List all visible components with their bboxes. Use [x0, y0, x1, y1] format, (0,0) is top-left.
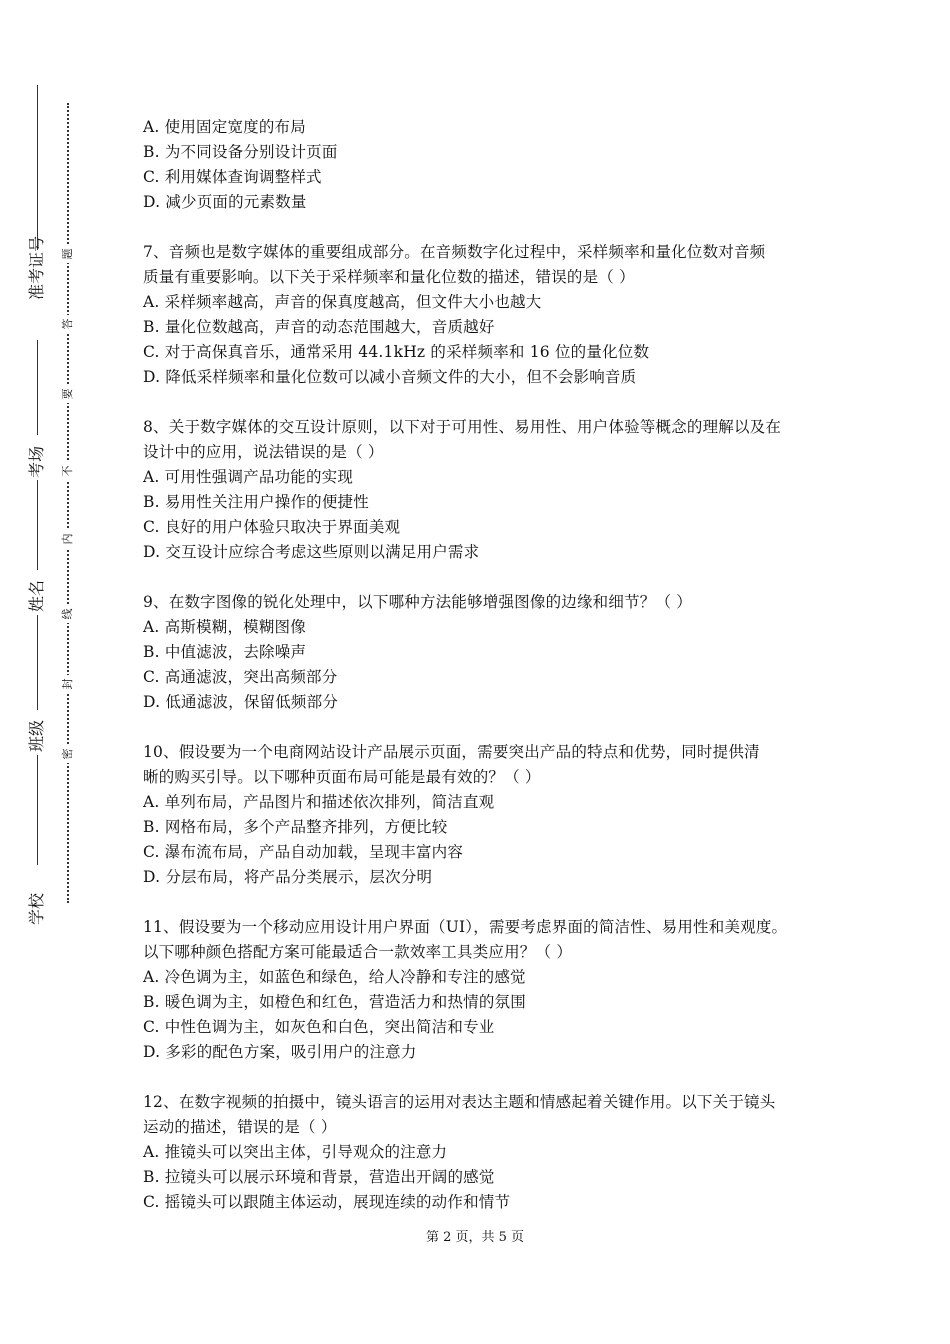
option-c: C. 摇镜头可以跟随主体运动，展现连续的动作和情节 [143, 1193, 511, 1211]
label-exam-number: 准考证号 [27, 235, 46, 300]
option-a: A. 可用性强调产品功能的实现 [143, 468, 354, 486]
option-c: C. 良好的用户体验只取决于界面美观 [143, 518, 401, 536]
question-stem: 11、假设要为一个移动应用设计用户界面（UI），需要考虑界面的简洁性、易用性和美观度。 [143, 918, 788, 936]
question-stem: 10、假设要为一个电商网站设计产品展示页面，需要突出产品的特点和优势，同时提供清 [143, 743, 760, 761]
question-content [143, 115, 833, 1215]
question-stem: 以下哪种颜色搭配方案可能最适合一款效率工具类应用？（ ） [143, 943, 573, 961]
binding-strip [0, 0, 90, 1344]
option-b: B. 易用性关注用户操作的便捷性 [143, 493, 369, 511]
seal-char: 要 [59, 385, 77, 403]
option-a: A. 高斯模糊，模糊图像 [143, 618, 306, 636]
option-b: B. 为不同设备分别设计页面 [143, 143, 338, 161]
info-underline [37, 340, 38, 435]
info-underline [37, 480, 38, 570]
option-a: A. 使用固定宽度的布局 [143, 118, 306, 136]
question-stem: 8、关于数字媒体的交互设计原则，以下对于可用性、易用性、用户体验等概念的理解以及在 [143, 418, 782, 436]
option-b: B. 网格布局，多个产品整齐排列，方便比较 [143, 818, 448, 836]
info-underline [37, 85, 38, 250]
question-stem: 7、音频也是数字媒体的重要组成部分。在音频数字化过程中，采样频率和量化位数对音频 [143, 243, 766, 261]
option-c: C. 利用媒体查询调整样式 [143, 168, 322, 186]
question-7 [143, 240, 833, 390]
option-b: B. 拉镜头可以展示环境和背景，营造出开阔的感觉 [143, 1168, 495, 1186]
seal-char: 内 [59, 530, 77, 548]
option-c: C. 瀑布流布局，产品自动加载，呈现丰富内容 [143, 843, 464, 861]
info-underline [37, 755, 38, 865]
seal-char: 题 [59, 245, 77, 263]
option-d: D. 低通滤波，保留低频部分 [143, 693, 339, 711]
question-options-continued [143, 115, 833, 215]
option-c: C. 中性色调为主，如灰色和白色，突出简洁和专业 [143, 1018, 495, 1036]
seal-char: 不 [59, 462, 77, 480]
page-number-footer: 第 2 页，共 5 页 [425, 1230, 525, 1245]
seal-char: 答 [59, 315, 77, 333]
question-8 [143, 415, 833, 565]
option-a: A. 冷色调为主，如蓝色和绿色，给人冷静和专注的感觉 [143, 968, 526, 986]
question-stem: 设计中的应用，说法错误的是（ ） [143, 443, 384, 461]
question-stem: 晰的购买引导。以下哪种页面布局可能是最有效的？（ ） [143, 768, 541, 786]
question-stem: 9、在数字图像的锐化处理中，以下哪种方法能够增强图像的边缘和细节？（ ） [143, 593, 692, 611]
option-c: C. 对于高保真音乐，通常采用 44.1kHz 的采样频率和 16 位的量化位数 [143, 343, 650, 361]
option-d: D. 分层布局，将产品分类展示，层次分明 [143, 868, 433, 886]
option-d: D. 多彩的配色方案，吸引用户的注意力 [143, 1043, 417, 1061]
question-10 [143, 740, 833, 890]
option-b: B. 中值滤波，去除噪声 [143, 643, 307, 661]
option-d: D. 降低采样频率和量化位数可以减小音频文件的大小，但不会影响音质 [143, 368, 637, 386]
question-stem: 12、在数字视频的拍摄中，镜头语言的运用对表达主题和情感起着关键作用。以下关于镜头 [143, 1093, 776, 1111]
question-stem: 质量有重要影响。以下关于采样频率和量化位数的描述，错误的是（ ） [143, 268, 635, 286]
option-a: A. 单列布局，产品图片和描述依次排列，简洁直观 [143, 793, 495, 811]
option-b: B. 量化位数越高，声音的动态范围越大，音质越好 [143, 318, 495, 336]
option-c: C. 高通滤波，突出高频部分 [143, 668, 338, 686]
option-d: D. 交互设计应综合考虑这些原则以满足用户需求 [143, 543, 480, 561]
seal-char: 封 [59, 675, 77, 693]
label-school: 学校 [27, 892, 46, 925]
option-a: A. 推镜头可以突出主体，引导观众的注意力 [143, 1143, 448, 1161]
option-b: B. 暖色调为主，如橙色和红色，营造活力和热情的氛围 [143, 993, 526, 1011]
seal-dotted-line [67, 103, 69, 903]
info-underline [37, 615, 38, 710]
question-9 [143, 590, 833, 715]
label-class: 班级 [27, 719, 46, 752]
option-d: D. 减少页面的元素数量 [143, 193, 307, 211]
question-12 [143, 1090, 833, 1215]
seal-char: 线 [59, 605, 77, 623]
question-11 [143, 915, 833, 1065]
question-stem: 运动的描述，错误的是（ ） [143, 1118, 337, 1136]
option-a: A. 采样频率越高，声音的保真度越高，但文件大小也越大 [143, 293, 542, 311]
seal-char: 密 [59, 745, 77, 763]
label-exam-room: 考场 [27, 445, 46, 478]
label-name: 姓名 [27, 579, 46, 612]
